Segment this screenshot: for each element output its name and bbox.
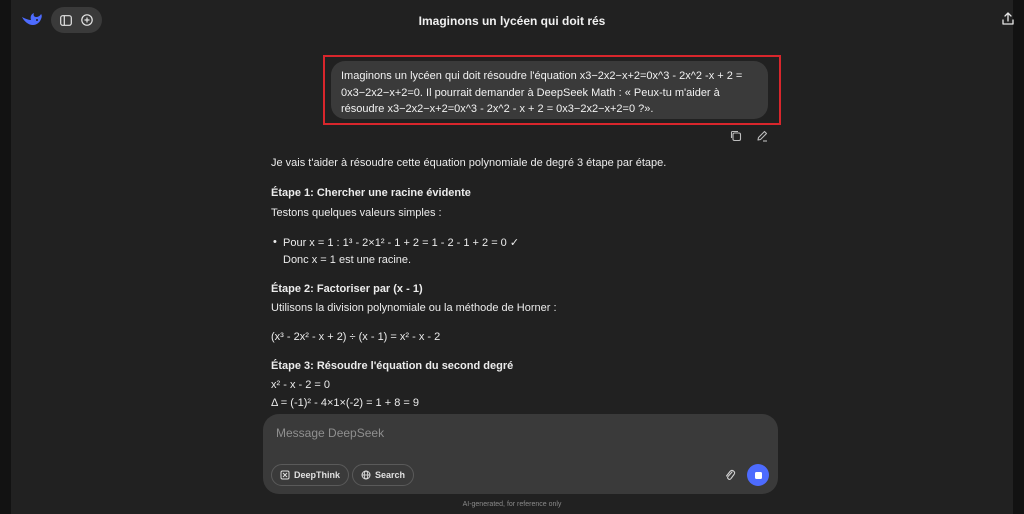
step2-formula: (x³ - 2x² - x + 2) ÷ (x - 1) = x² - x - 2 bbox=[271, 331, 441, 343]
message-composer bbox=[263, 414, 778, 494]
share-icon[interactable] bbox=[1000, 11, 1016, 27]
deepthink-button[interactable] bbox=[271, 464, 349, 486]
step2-text: Utilisons la division polynomiale ou la méthode de Horner : bbox=[271, 302, 557, 314]
step1-bullet: Pour x = 1 : 1³ - 2×1² - 1 + 2 = 1 - 2 - 1 + 2 = 0 ✓ bbox=[283, 237, 520, 249]
message-input[interactable]: Message DeepSeek bbox=[276, 426, 385, 440]
step3-equation: x² - x - 2 = 0 bbox=[271, 379, 330, 391]
disclaimer: AI-generated, for reference only bbox=[462, 501, 562, 508]
search-button[interactable] bbox=[352, 464, 414, 486]
stop-icon bbox=[755, 472, 762, 479]
step3-title: Étape 3: Résoudre l'équation du second degré bbox=[271, 360, 514, 372]
deepthink-icon bbox=[280, 470, 290, 480]
user-message: Imaginons un lycéen qui doit résoudre l'équation x3−2x2−x+2=0x^3 - 2x^2 -x + 2 = 0x3−2x2−x+2=0. Il pourrait demander à DeepSeek Math : « Peux-tu m'aider à résoudre x3−2x2−x+2=0x^3 - 2x^2 - x + 2 = 0x3−2x2−x+2=0 ?». bbox=[331, 61, 768, 119]
conversation-title: Imaginons un lycéen qui doit rés bbox=[418, 14, 606, 28]
step1-conclusion: Donc x = 1 est une racine. bbox=[283, 254, 412, 266]
stop-button[interactable] bbox=[747, 464, 769, 486]
globe-icon bbox=[361, 470, 371, 480]
answer-intro: Je vais t'aider à résoudre cette équation polynomiale de degré 3 étape par étape. bbox=[271, 157, 667, 169]
bullet-dot: • bbox=[273, 236, 277, 248]
step1-text: Testons quelques valeurs simples : bbox=[271, 207, 442, 219]
edit-icon[interactable] bbox=[755, 129, 769, 143]
deepthink-label: DeepThink bbox=[294, 470, 341, 480]
step2-title: Étape 2: Factoriser par (x - 1) bbox=[271, 283, 423, 295]
step1-title: Étape 1: Chercher une racine évidente bbox=[271, 187, 471, 199]
search-label: Search bbox=[375, 470, 406, 480]
copy-icon[interactable] bbox=[729, 129, 743, 143]
attach-icon[interactable] bbox=[723, 468, 737, 482]
step3-delta: Δ = (-1)² - 4×1×(-2) = 1 + 8 = 9 bbox=[271, 397, 419, 409]
